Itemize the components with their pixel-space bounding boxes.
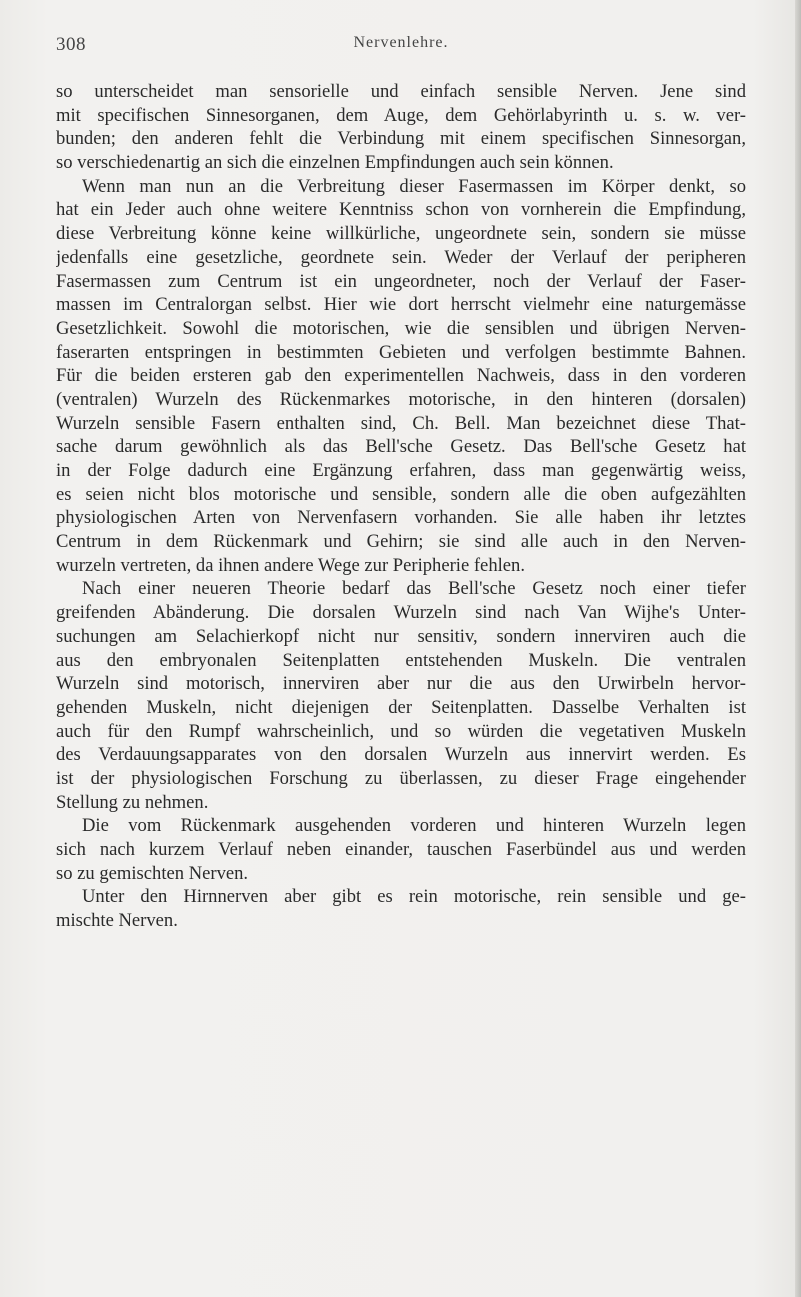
text-line: Wenn man nun an die Verbreitung dieser Fasermassen im Körper denkt, so (82, 175, 746, 197)
text-line: aus den embryonalen Seitenplatten entstehenden Muskeln. Die ventralen (56, 649, 746, 671)
page-edge-shadow (795, 0, 801, 1297)
text-line: massen im Centralorgan selbst. Hier wie dort herrscht vielmehr eine naturgemässe (56, 294, 746, 316)
text-line: Centrum in dem Rückenmark und Gehirn; sie sind alle auch in den Nerven- (56, 531, 746, 553)
text-line: Wurzeln sensible Fasern enthalten sind, Ch. Bell. Man bezeichnet diese That- (56, 412, 746, 434)
text-line: Fasermassen zum Centrum ist ein ungeordneter, noch der Verlauf der Faser- (56, 270, 746, 292)
text-line: physiologischen Arten von Nervenfasern vorhanden. Sie alle haben ihr letztes (56, 507, 746, 529)
running-head: Nervenlehre. (353, 34, 449, 51)
text-line: Die vom Rückenmark ausgehenden vorderen und hinteren Wurzeln legen (82, 815, 746, 837)
page-header (56, 34, 746, 64)
text-line: Stellung zu nehmen. (56, 791, 209, 813)
text-line: sich nach kurzem Verlauf neben einander, tauschen Faserbündel aus und werden (56, 839, 746, 860)
text-line: auch für den Rumpf wahrscheinlich, und so würden die vegetativen Muskeln (56, 720, 746, 742)
text-line: so zu gemischten Nerven. (56, 862, 249, 884)
text-line: hat ein Jeder auch ohne weitere Kenntniss schon von vornherein die Empfindung, (56, 199, 746, 221)
text-line: in der Folge dadurch eine Ergänzung erfahren, dass man gegenwärtig weiss, (56, 460, 746, 481)
page-number: 308 (56, 34, 86, 55)
text-line: jedenfalls eine gesetzliche, geordnete sein. Weder der Verlauf der peripheren (56, 246, 746, 268)
body-text (56, 80, 746, 933)
text-line: wurzeln vertreten, da ihnen andere Wege zur Peripherie fehlen. (56, 554, 525, 576)
text-line: greifenden Abänderung. Die dorsalen Wurzeln sind nach Van Wijhe's Unter- (56, 602, 746, 624)
text-line: bunden; den anderen fehlt die Verbindung mit einem specifischen Sinnesorgan, (56, 128, 746, 150)
text-line: Nach einer neueren Theorie bedarf das Bell'sche Gesetz noch einer tiefer (82, 578, 746, 600)
text-line: ist der physiologischen Forschung zu überlassen, zu dieser Frage eingehender (56, 767, 746, 789)
text-line: Für die beiden ersteren gab den experimentellen Nachweis, dass in den vorderen (56, 365, 746, 387)
text-line: diese Verbreitung könne keine willkürliche, ungeordnete sein, sondern sie müsse (56, 223, 746, 245)
text-line: (ventralen) Wurzeln des Rückenmarkes motorische, in den hinteren (dorsalen) (56, 388, 746, 410)
text-line: Wurzeln sind motorisch, innerviren aber nur die aus den Urwirbeln hervor- (56, 673, 746, 695)
text-line: faserarten entspringen in bestimmten Gebieten und verfolgen bestimmte Bahnen. (56, 341, 746, 363)
text-line: es seien nicht blos motorische und sensible, sondern alle die oben aufgezählten (56, 483, 746, 505)
text-line: so verschiedenartig an sich die einzelnen Empfindungen auch sein können. (56, 152, 614, 174)
text-line: mischte Nerven. (56, 910, 178, 932)
text-line: Gesetzlichkeit. Sowohl die motorischen, wie die sensiblen und übrigen Nerven- (56, 317, 746, 339)
text-line: mit specifischen Sinnesorganen, dem Auge, dem Gehörlabyrinth u. s. w. ver- (56, 104, 746, 126)
text-line: des Verdauungsapparates von den dorsalen Wurzeln aus innervirt werden. Es (56, 744, 746, 766)
text-line: so unterscheidet man sensorielle und einfach sensible Nerven. Jene sind (56, 81, 746, 102)
text-line: gehenden Muskeln, nicht diejenigen der Seitenplatten. Dasselbe Verhalten ist (56, 696, 746, 718)
text-line: Unter den Hirnnerven aber gibt es rein motorische, rein sensible und ge- (82, 886, 746, 908)
text-line: suchungen am Selachierkopf nicht nur sensitiv, sondern innerviren auch die (56, 625, 746, 647)
text-line: sache darum gewöhnlich als das Bell'sche Gesetz. Das Bell'sche Gesetz hat (56, 436, 746, 458)
